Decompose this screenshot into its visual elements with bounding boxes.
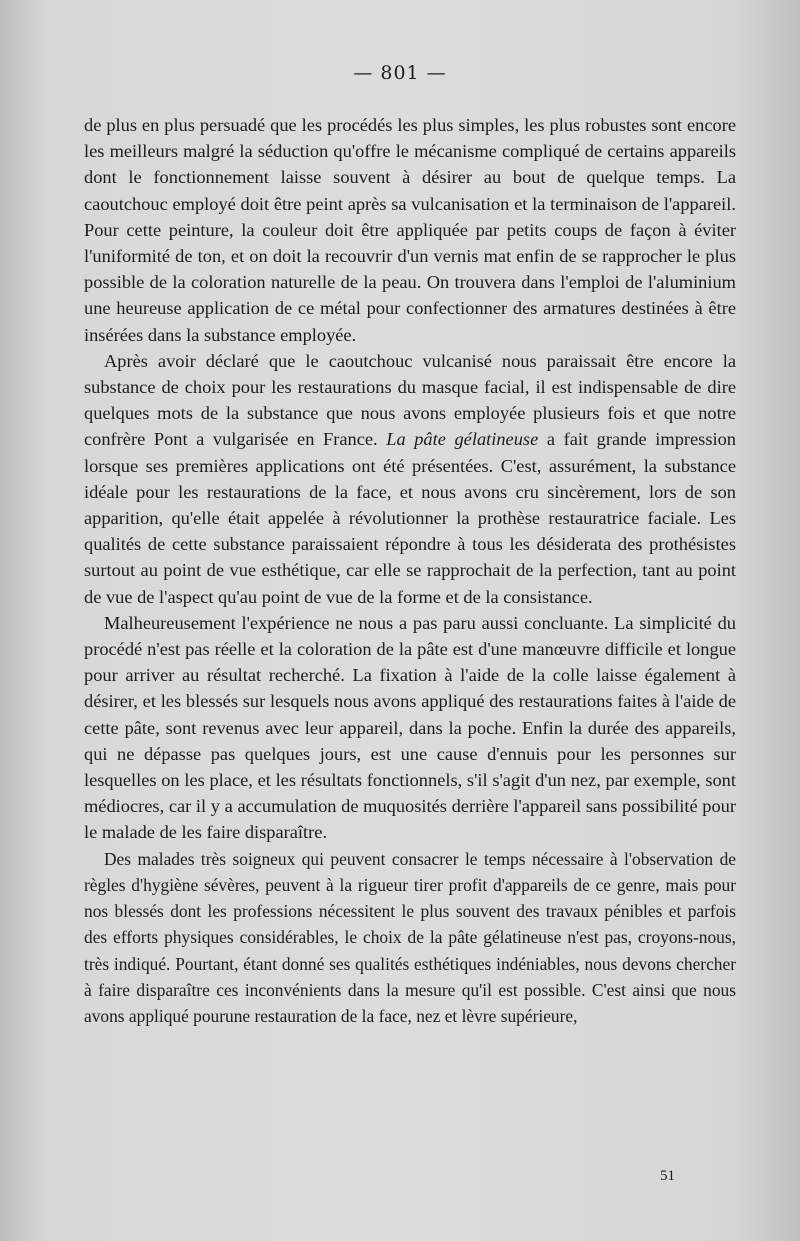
paragraph-2-after: a fait grande impression lorsque ses premières applications ont été présentées. C'est, assurément, la substance idéale pour les restaurations de la face, et nous avons cru sincèrement, lors de son apparition, qu'elle était appelée à révolutionner la prothèse restauratrice faciale. Les qualités de cette substance paraissaient répondre à tous les désiderata des prothésistes surtout au point de vue esthétique, car elle se rapprochait de la perfection, tant au point de vue de l'aspect qu'au point de vue de la forme et de la consistance. xyxy=(84,429,736,607)
paragraph-4: Des malades très soigneux qui peuvent consacrer le temps nécessaire à l'observation de règles d'hygiène sévères, peuvent à la rigueur tirer profit d'appareils de ce genre, mais pour nos blessés dont les professions nécessitent le plus souvent des travaux pénibles et parfois des efforts physiques considérables, le choix de la pâte gélatineuse n'est pas, croyons-nous, très indiqué. Pourtant, étant donné ses qualités esthétiques indéniables, nous devons chercher à faire disparaître ces inconvénients dans la mesure qu'il est possible. C'est ainsi que nous avons appliqué pourune restauration de la face, nez et lèvre supérieure, xyxy=(84,848,736,1026)
paragraph-2 xyxy=(84,348,736,610)
body-text xyxy=(84,112,736,1029)
paragraph-2-before: Après avoir déclaré que le caoutchouc vulcanisé nous paraissait être encore la substance de choix pour les restaurations du masque facial, il est indispensable de dire quelques mots de la substance que nous avons employée plusieurs fois et que notre confrère Pont a vulgarisée en France. xyxy=(84,350,736,450)
paragraph-1: de plus en plus persuadé que les procédés les plus simples, les plus robustes sont encore les meilleurs malgré la séduction qu'offre le mécanisme compliqué de certains appareils dont le fonctionnement laisse souvent à désirer au bout de quelque temps. La caoutchouc employé doit être peint après sa vulcanisation et la terminaison de l'appareil. Pour cette peinture, la couleur doit être appliquée par petits coups de façon à éviter l'uniformité de ton, et on doit la recouvrir d'un vernis mat enfin de se rapprocher le plus possible de la coloration naturelle de la peau. On trouvera dans l'emploi de l'aluminium une heureuse application de ce métal pour confectionner des armatures destinées à être insérées dans la substance employée. xyxy=(84,115,736,345)
page-number: — 801 — xyxy=(353,62,447,84)
signature-mark: 51 xyxy=(660,1168,675,1184)
paragraph-3: Malheureusement l'expérience ne nous a pas paru aussi concluante. La simplicité du procédé n'est pas réelle et la coloration de la pâte est d'une manœuvre difficile et longue pour arriver au résultat recherché. La fixation à l'aide de la colle laisse également à désirer, et les blessés sur lesquels nous avons appliqué des restaurations faites à l'aide de cette pâte, sont revenus avec leur appareil, dans la poche. Enfin la durée des appareils, qui ne dépasse pas quelques jours, est une cause d'ennuis pour les personnes sur lesquelles on les place, et les résultats fonctionnels, s'il s'agit d'un nez, par exemple, sont médiocres, car il y a accumulation de muquosités derrière l'appareil sans possibilité pour le malade de les faire disparaître. xyxy=(84,612,736,843)
paragraph-2-italic: La pâte gélatineuse xyxy=(386,429,539,450)
